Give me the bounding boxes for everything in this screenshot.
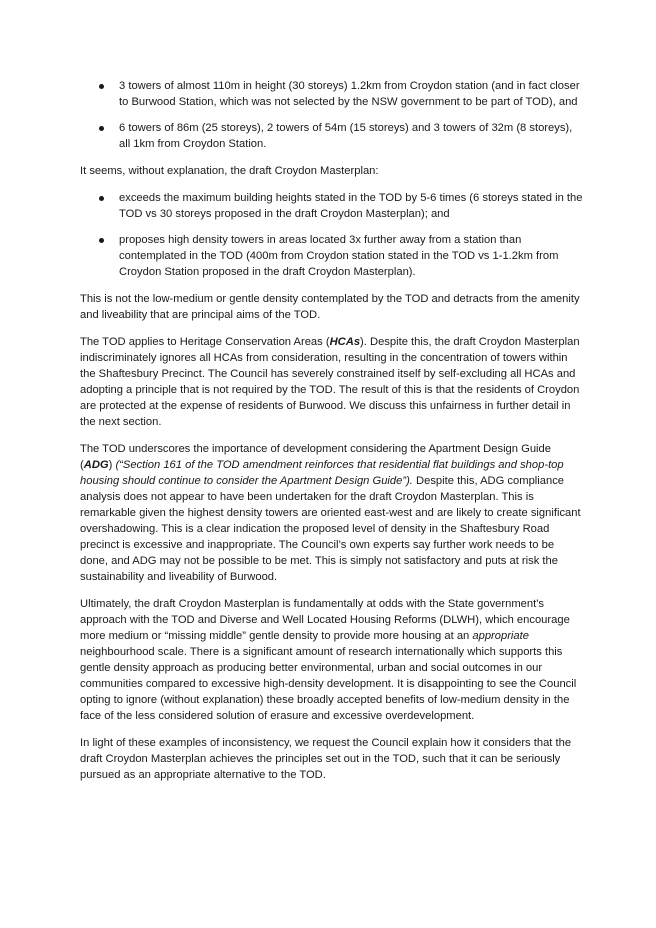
ultimately-paragraph bbox=[80, 596, 584, 724]
bullet-icon bbox=[99, 238, 104, 243]
bullet-icon bbox=[99, 126, 104, 131]
list-item-text: 6 towers of 86m (25 storeys), 2 towers of 54m (15 storeys) and 3 towers of 32m (8 storeys), all 1km from Croydon Station. bbox=[119, 122, 573, 150]
conclusion-paragraph: In light of these examples of inconsistency, we request the Council explain how it considers that the draft Croydon Masterplan achieves the principles set out in the TOD, such that it can be seriously pursued as an appropriate alternative to the TOD. bbox=[80, 737, 572, 781]
adg-term: ADG bbox=[83, 459, 109, 471]
adg-text-mid: ) bbox=[108, 459, 116, 471]
hca-term: HCAs bbox=[329, 336, 361, 348]
hca-text-end: ). Despite this, the draft Croydon Masterplan indiscriminately ignores all HCAs from consideration, resulting in the concentration of towers within the Shaftesbury Precinct. The Council has severely constrained itself by self-excluding all HCAs and adopting a principle that is not required by the TOD. The result of this is that the residents of Croydon are protected at the expense of residents of Burwood. We discuss this unfairness in further detail in the next section. bbox=[80, 336, 580, 428]
page-content bbox=[80, 78, 584, 794]
intro-paragraph: It seems, without explanation, the draft Croydon Masterplan: bbox=[80, 165, 379, 177]
adg-text-end: Despite this, ADG compliance analysis does not appear to have been undertaken for the draft Croydon Masterplan. This is remarkable given the highest density towers are oriented east-west and are likely to create significant overshadowing. This is a clear indication the proposed level of density in the Shaftesbury Road precinct is excessive and inappropriate. The Council’s own experts say further work needs to be done, and ADG may not be possible to be met. This is simply not satisfactory and puts at risk the sustainability and liveability of Burwood. bbox=[80, 475, 581, 583]
list-item bbox=[80, 190, 584, 222]
list-item bbox=[80, 232, 584, 280]
list-item-text: exceeds the maximum building heights stated in the TOD by 5-6 times (6 storeys stated in the TOD vs 30 storeys proposed in the draft Croydon Masterplan); and bbox=[119, 192, 583, 220]
exceedance-list bbox=[80, 190, 584, 280]
list-item-text: proposes high density towers in areas located 3x further away from a station than contemplated in the TOD (400m from Croydon station stated in the TOD vs 1-1.2km from Croydon Station proposed in the draft Croydon Masterplan). bbox=[119, 234, 559, 278]
list-item bbox=[80, 78, 584, 110]
hca-paragraph bbox=[80, 334, 584, 430]
density-paragraph: This is not the low-medium or gentle density contemplated by the TOD and detracts from the amenity and liveability that are principal aims of the TOD. bbox=[80, 293, 580, 321]
adg-quote: (“Section 161 of the TOD amendment reinforces that residential flat buildings and shop-top housing should continue to consider the Apartment Design Guide”). bbox=[80, 459, 564, 487]
adg-text-start: The TOD underscores the importance of development considering the Apartment Design Guide ( bbox=[80, 443, 551, 471]
hca-text-start: The TOD applies to Heritage Conservation Areas ( bbox=[80, 336, 330, 348]
ultimately-text-start: Ultimately, the draft Croydon Masterplan is fundamentally at odds with the State government's approach with the TOD and Diverse and Well Located Housing Reforms (DLWH), which encourage more medium or “missing middle” gentle density to provide more housing at an bbox=[80, 598, 570, 642]
bullet-icon bbox=[99, 196, 104, 201]
tower-list bbox=[80, 78, 584, 152]
ultimately-emphasis: appropriate bbox=[472, 630, 529, 642]
adg-paragraph bbox=[80, 441, 584, 585]
bullet-icon bbox=[99, 84, 104, 89]
ultimately-text-end: neighbourhood scale. There is a significant amount of research internationally which supports this gentle density approach as producing better environmental, urban and social outcomes in our communities compared to excessive high-density development. It is disappointing to see the Council opting to ignore (without explanation) these broadly accepted benefits of low-medium density in the face of the less considered solution of erasure and excessive overdevelopment. bbox=[80, 646, 577, 722]
list-item-text: 3 towers of almost 110m in height (30 storeys) 1.2km from Croydon station (and in fact closer to Burwood Station, which was not selected by the NSW government to be part of TOD), and bbox=[119, 80, 580, 108]
list-item bbox=[80, 120, 584, 152]
